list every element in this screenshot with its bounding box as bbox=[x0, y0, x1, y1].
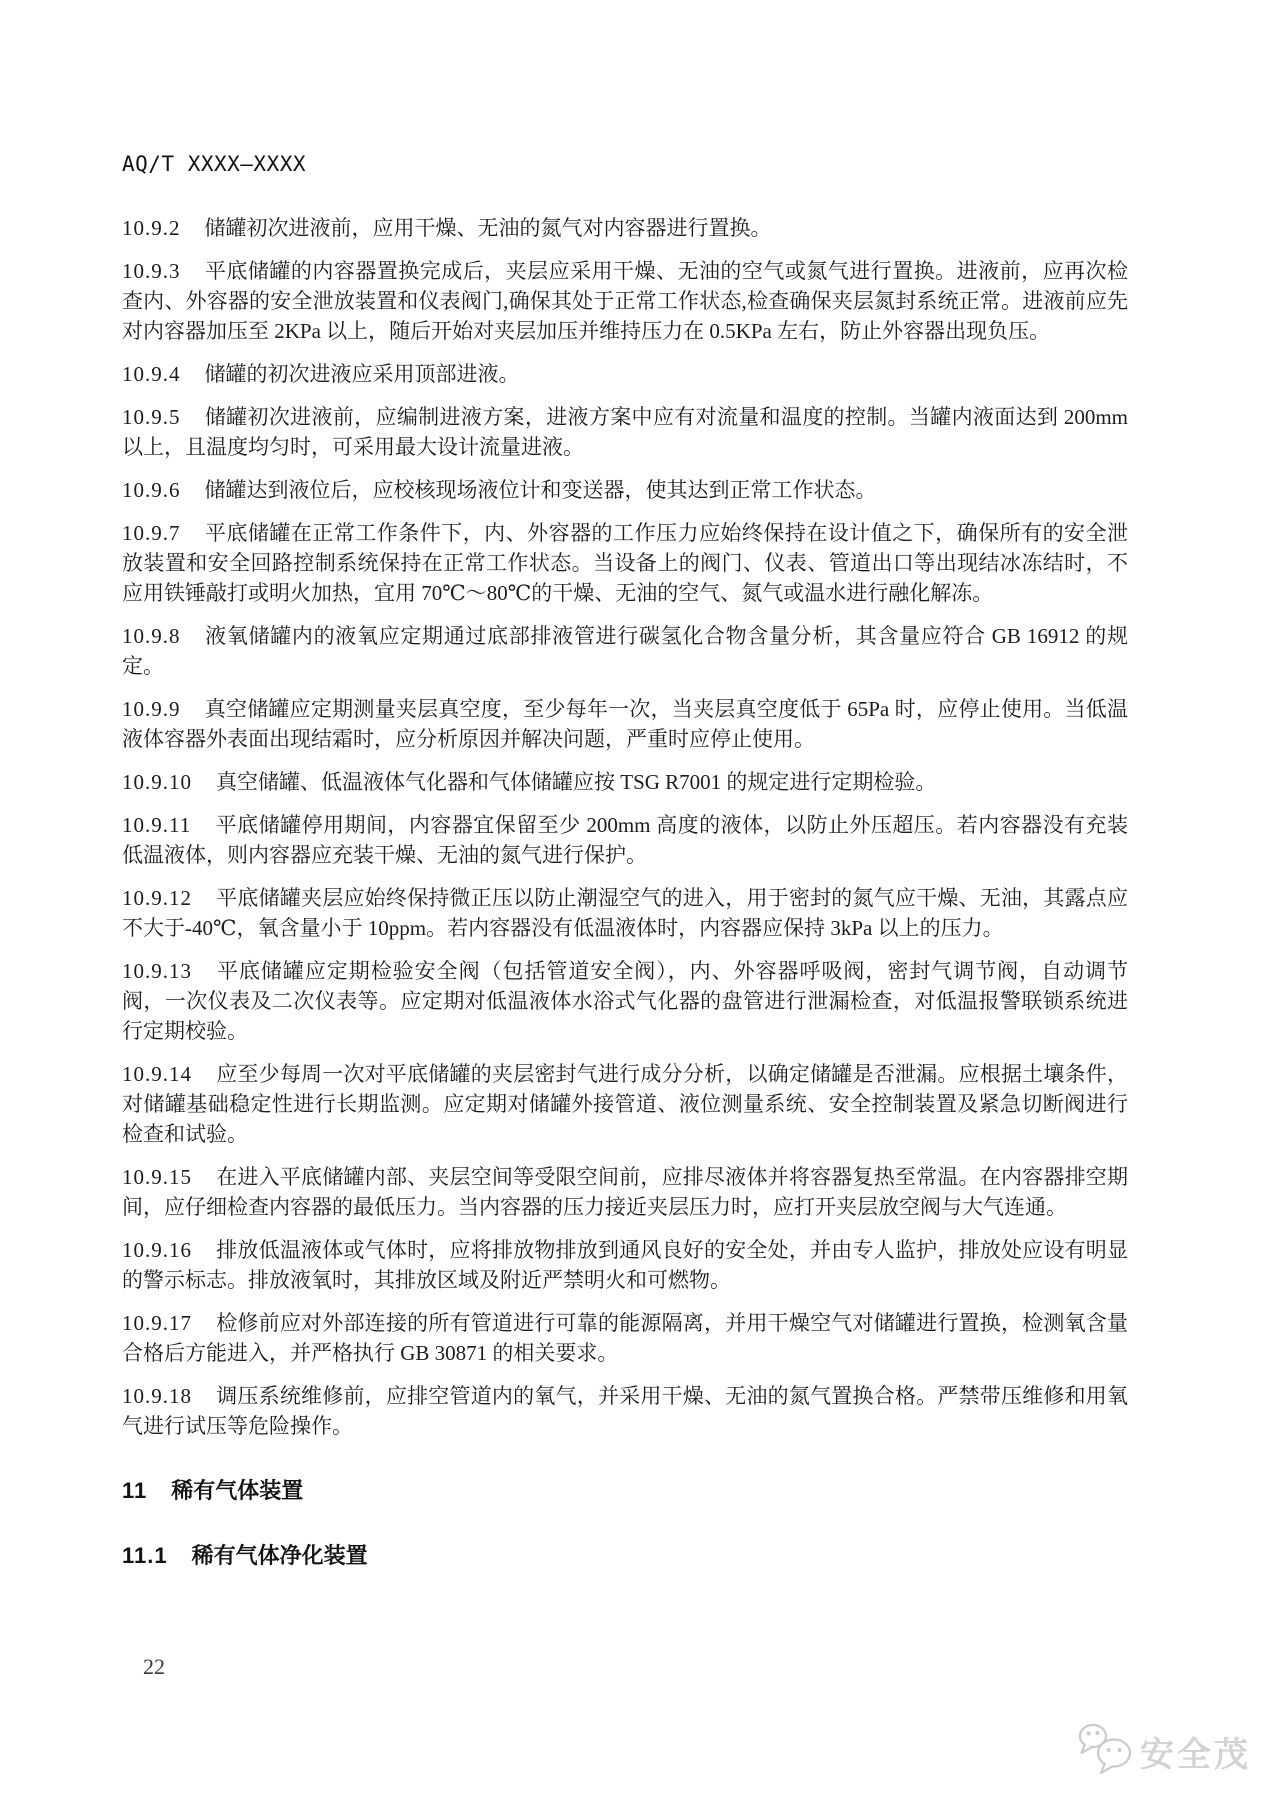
clause-text: 储罐达到液位后，应校核现场液位计和变送器，使其达到正常工作状态。 bbox=[204, 478, 877, 502]
clause-number: 10.9.12 bbox=[122, 886, 192, 910]
clause-number: 10.9.15 bbox=[122, 1165, 192, 1189]
clause-number: 10.9.10 bbox=[122, 770, 192, 794]
clause-text: 平底储罐的内容器置换完成后，夹层应采用干燥、无油的空气或氮气进行置换。进液前，应再次检查内、外容器的安全泄放装置和仪表阀门,确保其处于正常工作状态,检查确保夹层氮封系统正常。进液前应先对内容器加压至 2KPa 以上，随后开始对夹层加压并维持压力在 0.5KPa 左右，防止外容器出现负压。 bbox=[122, 259, 1128, 343]
clause-text: 储罐初次进液前，应编制进液方案，进液方案中应有对流量和温度的控制。当罐内液面达到 200mm 以上，且温度均匀时，可采用最大设计流量进液。 bbox=[122, 405, 1128, 459]
clause-text: 平底储罐在正常工作条件下，内、外容器的工作压力应始终保持在设计值之下，确保所有的安全泄放装置和安全回路控制系统保持在正常工作状态。当设备上的阀门、仪表、管道出口等出现结冰冻结时，不应用铁锤敲打或明火加热，宜用 70℃～80℃的干燥、无油的空气、氮气或温水进行融化解冻。 bbox=[122, 521, 1128, 605]
clause-number: 10.9.7 bbox=[122, 521, 181, 545]
clause-number: 10.9.17 bbox=[122, 1311, 192, 1335]
clause-number: 10.9.16 bbox=[122, 1238, 192, 1262]
clause-text: 储罐初次进液前，应用干燥、无油的氮气对内容器进行置换。 bbox=[204, 216, 772, 240]
clause-number: 10.9.2 bbox=[122, 216, 181, 240]
clause-text: 平底储罐夹层应始终保持微正压以防止潮湿空气的进入，用于密封的氮气应干燥、无油，其露点应不大于-40℃，氧含量小于 10ppm。若内容器没有低温液体时，内容器应保持 3kPa 以上的压力。 bbox=[122, 886, 1128, 940]
clause-text: 真空储罐应定期测量夹层真空度，至少每年一次，当夹层真空度低于 65Pa 时，应停止使用。当低温液体容器外表面出现结霜时，应分析原因并解决问题，严重时应停止使用。 bbox=[122, 697, 1128, 751]
page-number: 22 bbox=[143, 1654, 165, 1679]
clause-paragraph bbox=[122, 256, 1128, 346]
clause-text: 应至少每周一次对平底储罐的夹层密封气进行成分分析，以确定储罐是否泄漏。应根据土壤条件，对储罐基础稳定性进行长期监测。应定期对储罐外接管道、液位测量系统、安全控制装置及紧急切断阀进行检查和试验。 bbox=[122, 1062, 1128, 1146]
clause-text: 排放低温液体或气体时，应将排放物排放到通风良好的安全处，并由专人监护，排放处应设有明显的警示标志。排放液氧时，其排放区域及附近严禁明火和可燃物。 bbox=[122, 1238, 1128, 1292]
clause-paragraph bbox=[122, 694, 1128, 754]
clause-text: 检修前应对外部连接的所有管道进行可靠的能源隔离，并用干燥空气对储罐进行置换，检测氧含量合格后方能进入，并严格执行 GB 30871 的相关要求。 bbox=[122, 1311, 1128, 1365]
clause-paragraph bbox=[122, 402, 1128, 462]
section-heading bbox=[122, 1476, 1128, 1506]
clause-text: 平底储罐应定期检验安全阀（包括管道安全阀），内、外容器呼吸阀，密封气调节阀，自动调节阀，一次仪表及二次仪表等。应定期对低温液体水浴式气化器的盘管进行泄漏检查，对低温报警联锁系统进行定期校验。 bbox=[122, 959, 1128, 1043]
clause-paragraph bbox=[122, 1162, 1128, 1222]
clause-paragraph bbox=[122, 956, 1128, 1046]
clause-paragraph bbox=[122, 767, 1128, 797]
clause-number: 10.9.9 bbox=[122, 697, 181, 721]
clause-text: 平底储罐停用期间，内容器宜保留至少 200mm 高度的液体，以防止外压超压。若内容器没有充装低温液体，则内容器应充装干燥、无油的氮气进行保护。 bbox=[122, 813, 1128, 867]
clause-number: 10.9.14 bbox=[122, 1062, 192, 1086]
clause-text: 调压系统维修前，应排空管道内的氧气，并采用干燥、无油的氮气置换合格。严禁带压维修和用氧气进行试压等危险操作。 bbox=[122, 1384, 1128, 1438]
subsection-title: 稀有气体净化装置 bbox=[191, 1543, 368, 1568]
clause-paragraph bbox=[122, 621, 1128, 681]
clause-paragraph bbox=[122, 810, 1128, 870]
clause-number: 10.9.5 bbox=[122, 405, 181, 429]
section-title: 稀有气体装置 bbox=[171, 1478, 304, 1503]
clause-paragraph bbox=[122, 1308, 1128, 1368]
clause-number: 10.9.4 bbox=[122, 362, 181, 386]
watermark bbox=[1076, 1722, 1251, 1781]
subsection-heading bbox=[122, 1541, 1128, 1571]
clause-paragraph bbox=[122, 213, 1128, 243]
clause-paragraph bbox=[122, 1059, 1128, 1149]
clause-text: 液氧储罐内的液氧应定期通过底部排液管进行碳氢化合物含量分析，其含量应符合 GB 16912 的规定。 bbox=[122, 624, 1128, 678]
section-number: 11 bbox=[122, 1478, 148, 1503]
clause-number: 10.9.13 bbox=[122, 959, 192, 983]
clause-number: 10.9.18 bbox=[122, 1384, 192, 1408]
clause-text: 真空储罐、低温液体气化器和气体储罐应按 TSG R7001 的规定进行定期检验。 bbox=[216, 770, 937, 794]
clause-number: 10.9.3 bbox=[122, 259, 181, 283]
watermark-text: 安全茂 bbox=[1140, 1736, 1251, 1774]
clause-paragraph bbox=[122, 1235, 1128, 1295]
clause-paragraph bbox=[122, 359, 1128, 389]
wechat-logo-icon bbox=[1076, 1722, 1134, 1781]
clause-paragraph bbox=[122, 1381, 1128, 1441]
clause-paragraph bbox=[122, 518, 1128, 608]
clause-text: 储罐的初次进液应采用顶部进液。 bbox=[204, 362, 520, 386]
clause-text: 在进入平底储罐内部、夹层空间等受限空间前，应排尽液体并将容器复热至常温。在内容器排空期间，应仔细检查内容器的最低压力。当内容器的压力接近夹层压力时，应打开夹层放空阀与大气连通。 bbox=[122, 1165, 1128, 1219]
clause-paragraph bbox=[122, 475, 1128, 505]
clause-paragraph bbox=[122, 883, 1128, 943]
document-header: AQ/T XXXX—XXXX bbox=[122, 152, 307, 176]
document-body bbox=[122, 213, 1128, 1571]
clause-number: 10.9.8 bbox=[122, 624, 181, 648]
clause-number: 10.9.11 bbox=[122, 813, 192, 837]
clause-number: 10.9.6 bbox=[122, 478, 181, 502]
subsection-number: 11.1 bbox=[122, 1543, 168, 1568]
